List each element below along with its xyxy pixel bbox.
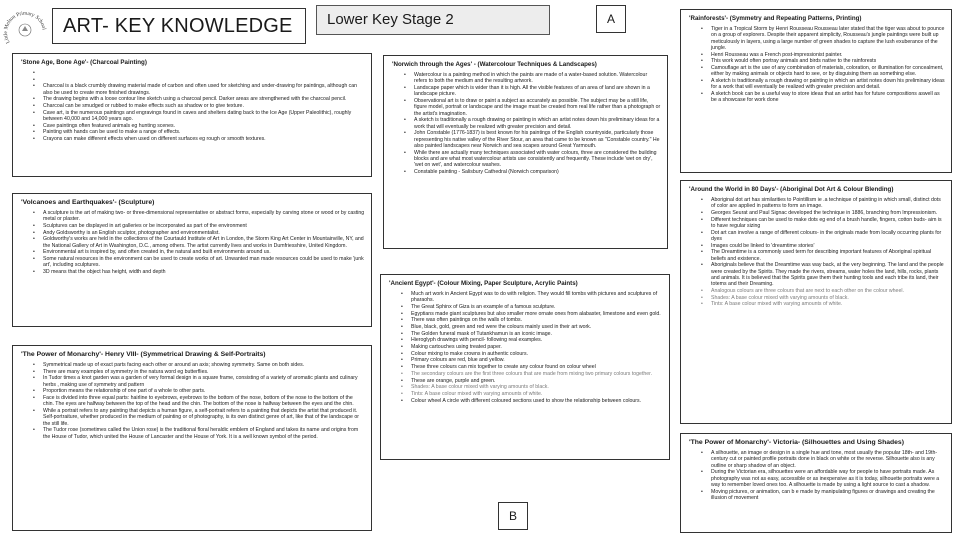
list-item: • Symmetrical made up of exact parts facing each other or around an axis; showing symmetry. Same on both sides.: [43, 362, 365, 368]
list-item: • Andy Goldsworthy is an English sculptor, photographer and environmentalist.: [43, 230, 365, 236]
page-title-box: [52, 8, 306, 44]
list-item: • The Dreamtime is a commonly used term for describing important features of Aboriginal spiritual beliefs and existence.: [711, 249, 945, 262]
card-title: 'Volcanoes and Earthquakes'- (Sculpture): [21, 199, 155, 206]
bullet-list: [689, 26, 945, 104]
list-item: • 3D means that the object has height, width and depth: [43, 269, 365, 275]
marker-b-box: [498, 502, 528, 530]
card-norwich: [383, 55, 668, 249]
school-crest-icon: [2, 4, 48, 50]
list-item: • Charcoal is a black crumbly drawing material made of carbon and often used for sketching and under-drawing for paintings, although can also be used to create more finished drawings.: [43, 83, 365, 96]
list-item: • Colour wheel A circle with different coloured sections used to show the relationship between colours.: [411, 398, 663, 404]
bullet-list: [21, 70, 365, 142]
list-item: • Tints: A base colour mixed with varying amounts of white.: [711, 301, 945, 307]
list-item: • Blue, black, gold, green and red were the colours mainly used in their art work.: [411, 324, 663, 330]
marker-a: A: [606, 12, 615, 26]
list-item: • Egyptians made giant sculptures but also smaller more ornate ones from alabaster, limestone and even gold.: [411, 311, 663, 317]
card-title: 'The Power of Monarchy'- Victoria- (Silhouettes and Using Shades): [689, 439, 904, 446]
list-item: • Landscape paper which is wider than it is high. All the visible features of an area of land are shown in a landscape picture.: [414, 85, 661, 98]
list-item: • Making cartouches using treated paper.: [411, 344, 663, 350]
bullet-list: [21, 362, 365, 440]
list-item: • Cave art, is the numerous paintings and engravings found in caves and shelters dating back to the Ice Age (Upper Paleolithic), roughly between 40,000 and 14,000 years ago.: [43, 110, 365, 123]
card-ancient-egypt: [380, 274, 670, 460]
list-item: • Constable painting - Salisbury Cathedral (Norwich comparison): [414, 169, 661, 175]
list-item: • Moving pictures, or animation, can b e made by manipulating figures or drawings and creating the illusion of movement: [711, 489, 945, 502]
list-item: • Watercolour is a painting method in which the paints are made of a water-based solution. Watercolour refers to both the medium and the resulting artwork.: [414, 72, 661, 85]
key-stage-box: [316, 5, 550, 35]
card-title: 'Around the World in 80 Days'- (Aboriginal Dot Art & Colour Blending): [689, 186, 894, 193]
list-item: • Colour mixing to make crowns in authentic colours.: [411, 351, 663, 357]
list-item: • Shades: A base colour mixed with varying amounts of black.: [711, 295, 945, 301]
bullet-list: [392, 72, 661, 175]
list-item: • There are many examples of symmetry in the natura word eg butterflies.: [43, 369, 365, 375]
bullet-list: [689, 450, 945, 501]
list-item: • Dot art can involve a range of different colours- in the originals made from locally occurring plants for dyes: [711, 230, 945, 243]
card-title: 'Norwich through the Ages' - (Watercolour Techniques & Landscapes): [392, 61, 597, 68]
marker-b: B: [508, 509, 517, 523]
list-item: • Camouflage art is the use of any combination of materials, coloration, or illumination for concealment, either by making animals or objects hard to see, or by disguising them as something else.: [711, 65, 945, 78]
list-item: • The Great Sphinx of Giza is an example of a famous sculpture.: [411, 304, 663, 310]
list-item: • Georges Seurat and Paul Signac developed the technique in 1886, branching from Impressionism.: [711, 210, 945, 216]
list-item: • During the Victorian era, silhouettes were an affordable way for people to have portraits made. As photography was not as easy, accessible or as inexpensive as it is today, silhouette portraits were a way to remember loved ones too. A silhouette is made by using a light source to cast a shadow.: [711, 469, 945, 488]
list-item: • Shades: A base colour mixed with varying amounts of black.: [411, 384, 663, 390]
list-item: • Analogous colours are three colours that are next to each other on the colour wheel.: [711, 288, 945, 294]
card-title: 'Stone Age, Bone Age'- (Charcoal Painting): [21, 59, 147, 66]
list-item: • Aboriginal dot art has similarities to Pointillism ie .a technique of painting in which small, distinct dots of color are applied in patterns to form an image.: [711, 197, 945, 210]
list-item: • A sketch is traditionally a rough drawing or painting in which an artist notes down his preliminary ideas for a work that will eventually be realized with greater precision and detail.: [711, 78, 945, 91]
list-item: • Tints: A base colour mixed with varying amounts of white.: [411, 391, 663, 397]
list-item: • Environmental art is inspired by, and often created in, the natural and built environments around us.: [43, 249, 365, 255]
list-item: • Crayons can make different effects when used on different surfaces eg rough or smooth textures.: [43, 136, 365, 142]
list-item: • This work would often portray animals and birds native to the rainforests: [711, 58, 945, 64]
card-title: 'Rainforests'- (Symmetry and Repeating Patterns, Printing): [689, 15, 862, 22]
list-item: • Observational art is to draw or paint a subject as accurately as possible. The subject may be a still life, figure model, portrait or landscape and the image must be created from real life rather than a photograph or the artist's imagination.: [414, 98, 661, 117]
list-item: • The drawing begins with a loose contour line sketch using a charcoal pencil. Darker areas are strengthened with the charcoal pencil.: [43, 96, 365, 102]
bullet-list: [689, 197, 945, 308]
list-item: • The Golden funeral mask of Tutankhamun is an iconic image.: [411, 331, 663, 337]
card-henry-viii: [12, 345, 372, 531]
page-title: ART- KEY KNOWLEDGE: [63, 15, 293, 37]
list-item: • Henri Rousseau was a French post-impressionist painter.: [711, 52, 945, 58]
card-title: 'The Power of Monarchy'- Henry VIII- (Symmetrical Drawing & Self-Portraits): [21, 351, 266, 358]
list-item: • Proportion means the relationship of one part of a whole to other parts.: [43, 388, 365, 394]
list-item: • Aboriginals believe that the Dreamtime was way back, at the very beginning. The land and the people were created by the Spirits. They made the rivers, streams, water holes the land, hills, rocks, plants and animals. It is believed that the Spirits gave them their hunting tools and each tribe its land, their totems and their Dreaming.: [711, 262, 945, 287]
card-rainforests: [680, 9, 952, 173]
list-item: • Charcoal can be smudged or rubbed to make effects such as shadow or to give texture.: [43, 103, 365, 109]
list-item: • John Constable (1776-1837) is best known for his paintings of the English countryside, particularly those representing his native valley of the River Stour, an area that came to be known as "Constable country." He also painted landscapes near Norwich and sea scapes around Great Yarmouth.: [414, 130, 661, 149]
list-item: • These three colours can mix together to create any colour found on colour wheel: [411, 364, 663, 370]
bullet-list: [21, 210, 365, 275]
card-stone-age: [12, 53, 372, 177]
list-item: • Sculptures can be displayed in art galleries or be incorporated as part of the environment: [43, 223, 365, 229]
list-item: • Tiger in a Tropical Storm by Henri Rousseau Rousseau later stated that the tiger was about to pounce on a group of explorers. Despite their apparent simplicity, Rousseau's jungle paintings were built up meticulously in layers, using a large number of green shades to capture the lush exuberance of the jungle.: [711, 26, 945, 51]
list-item: • While there are actually many techniques associated with water colours, three are considered the building blocks and are what most watercolour artists use consistently and frequently. These include 'wet on dry', 'wet on wet', and watercolour washes.: [414, 150, 661, 169]
list-item: • While a portrait refers to any painting that depicts a human figure, a self-portrait refers to a painting that depicts the artist that produced it. Self-portraiture, whether produced in the medium of painting or of photography, is its own distinct genre of art, like that of the landscape or the still life.: [43, 408, 365, 427]
list-item: • A sculpture is the art of making two- or three-dimensional representative or abstract forms, especially by carving stone or wood or by casting metal or plaster.: [43, 210, 365, 223]
list-item: • Much art work in Ancient Egypt was to do with religion. They would fill tombs with pictures and sculptures of pharaohs.: [411, 291, 663, 304]
list-item: • A silhouette, an image or design in a single hue and tone, most usually the popular 18th- and 19th-century cut or painted profile portraits done in black on white or the reverse. Silhouette also is any outline or sharp shadow of an object.: [711, 450, 945, 469]
svg-text:Little Melton Primary School: Little Melton Primary School: [2, 10, 47, 45]
card-title: 'Ancient Egypt'- (Colour Mixing, Paper Sculpture, Acrylic Paints): [389, 280, 578, 287]
list-item: • A sketch is traditionally a rough drawing or painting in which an artist notes down his preliminary ideas for a work that will eventually be realized with greater precision and detail.: [414, 117, 661, 130]
list-item: • Primary colours are red, blue and yellow.: [411, 357, 663, 363]
list-item: [43, 77, 365, 83]
marker-a-box: [596, 5, 626, 33]
key-stage-label: Lower Key Stage 2: [327, 11, 454, 28]
school-logo: [2, 4, 48, 50]
list-item: • There was often paintings on the walls of tombs.: [411, 317, 663, 323]
list-item: • Images could be linked to 'dreamtime stories': [711, 243, 945, 249]
list-item: • In Tudor times a knot garden was a garden of very formal design in a square frame, consisting of a variety of aromatic plants and culinary herbs , making use of symmetry and pattern: [43, 375, 365, 388]
list-item: • Hieroglyph drawings with pencil- following real examples.: [411, 337, 663, 343]
card-around-the-world: [680, 180, 952, 424]
card-victoria: [680, 433, 952, 533]
list-item: • A sketch book can be a useful way to store ideas that an artist has for future compositions aswell as be a showcase for work done: [711, 91, 945, 104]
list-item: [43, 70, 365, 76]
list-item: • Goldworthy's works are held in the collections of the Courtauld Institute of Art in London, the Storm King Art Center in Mountainville, NY, and the National Gallery of Art in Washington, D.C., among others. The artist currently lives and works in Dumfriesshire, United Kingdom.: [43, 236, 365, 249]
list-item: • Painting with hands can be used to make a range of effects.: [43, 129, 365, 135]
list-item: • Different techniques can be used to make dots eg end of a brush handle, fingers, cotton buds- aim is to have regular sizing: [711, 217, 945, 230]
list-item: • These are orange, purple and green.: [411, 378, 663, 384]
list-item: • The Tudor rose (sometimes called the Union rose) is the traditional floral heraldic emblem of England and takes its name and origins from the House of Tudor, which united the House of Lancaster and the House of York. It is a well known symbol of the period.: [43, 427, 365, 440]
card-volcanoes: [12, 193, 372, 327]
list-item: • Face is divided into three equal parts: hairline to eyebrows, eyebrows to the bottom of the nose, bottom of the nose to the bottom of the chin. The eyes are halfway between the top of the head and the chin. The bottom of the nose is halfway between the eyes and the chin.: [43, 395, 365, 408]
list-item: • The secondary colours are the first three colours that are made from mixing two primary colours together.: [411, 371, 663, 377]
bullet-list: [389, 291, 663, 404]
list-item: • Cave paintings often featured animals eg hunting scenes.: [43, 123, 365, 129]
list-item: • Some natural resources in the environment can be used to create works of art. Unwanted man made resources could be used to make 'junk art', including sculptures.: [43, 256, 365, 269]
